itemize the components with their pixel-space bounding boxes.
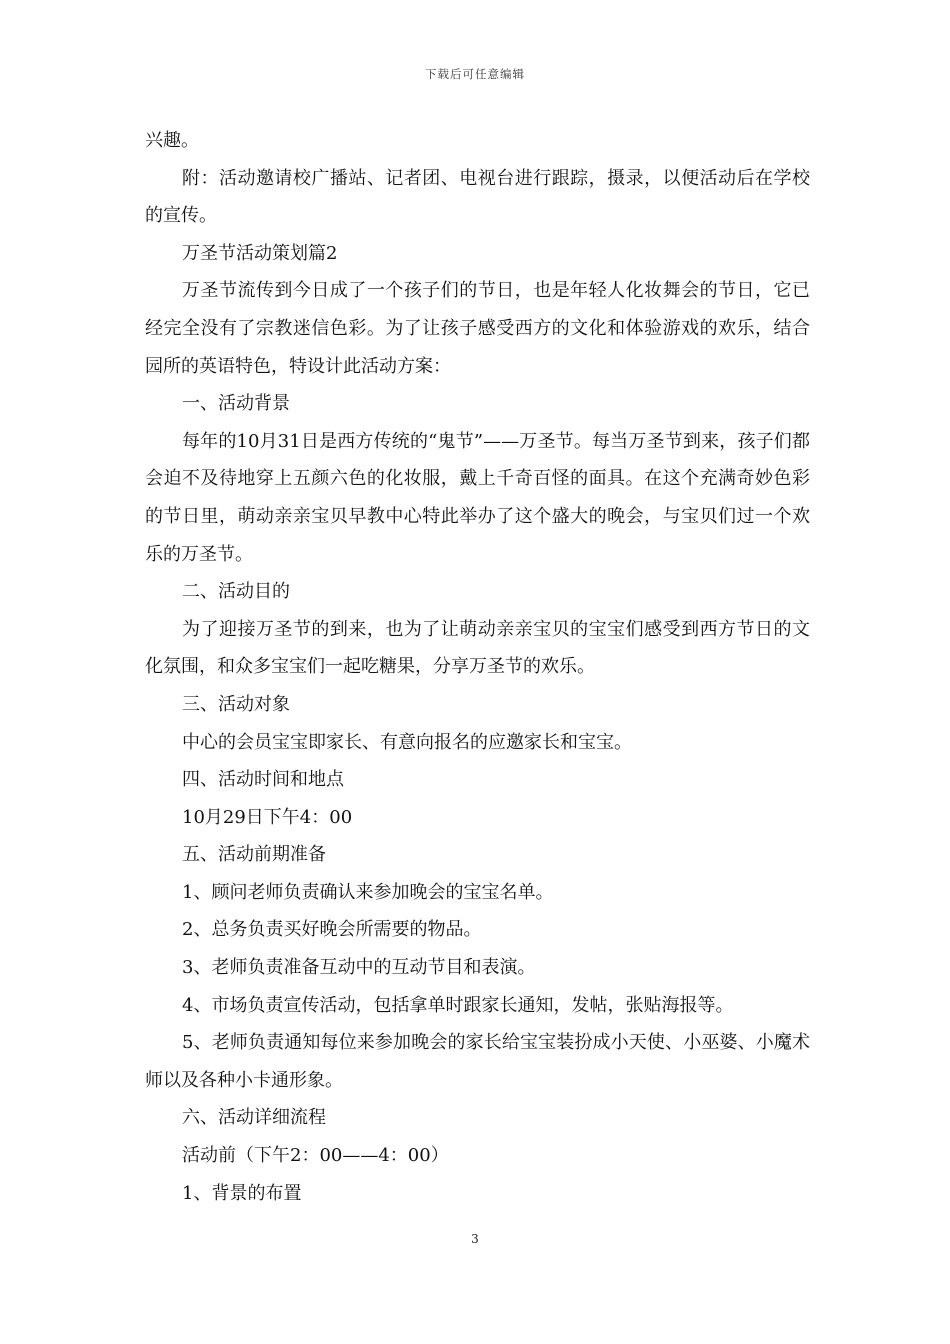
section-heading: 四、活动时间和地点	[182, 769, 344, 791]
section-heading: 六、活动详细流程	[182, 1107, 326, 1129]
list-item: 2、总务负责买好晚会所需要的物品。	[182, 919, 482, 941]
list-item: 1、背景的布置	[182, 1182, 302, 1204]
section-heading: 五、活动前期准备	[182, 844, 326, 866]
paragraph: 为了迎接万圣节的到来，也为了让萌动亲亲宝贝的宝宝们感受到西方节日的文化氛围，和众多宝宝们一起吃糖果，分享万圣节的欢乐。	[145, 618, 810, 678]
list-item: 1、顾问老师负责确认来参加晚会的宝宝名单。	[182, 881, 554, 903]
page-header: 下载后可任意编辑	[425, 67, 525, 81]
list-item: 5、老师负责通知每位来参加晚会的家长给宝宝装扮成小天使、小巫婆、小魔术师以及各种小卡通形象。	[145, 1032, 810, 1091]
paragraph: 万圣节流传到今日成了一个孩子们的节日，也是年轻人化妆舞会的节日，它已经完全没有了宗教迷信色彩。为了让孩子感受西方的文化和体验游戏的欢乐，结合园所的英语特色，特设计此活动方案：	[145, 280, 810, 377]
paragraph: 每年的10月31日是西方传统的“鬼节”——万圣节。每当万圣节到来，孩子们都会迫不及待地穿上五颜六色的化妆服，戴上千奇百怪的面具。在这个充满奇妙色彩的节日里，萌动亲亲宝贝早教中心特此举办了这个盛大的晚会，与宝贝们过一个欢乐的万圣节。	[145, 430, 810, 565]
paragraph: 兴趣。	[145, 130, 199, 151]
section-heading: 三、活动对象	[182, 693, 290, 715]
paragraph: 活动前（下午2：00——4：00）	[182, 1145, 449, 1167]
section-heading: 二、活动目的	[182, 581, 290, 603]
section-title: 万圣节活动策划篇2	[182, 242, 338, 264]
paragraph: 10月29日下午4：00	[182, 806, 353, 828]
document-body	[145, 122, 810, 1212]
page-number: 3	[471, 1232, 479, 1246]
list-item: 3、老师负责准备互动中的互动节目和表演。	[182, 957, 536, 979]
section-heading: 一、活动背景	[182, 393, 290, 415]
paragraph: 附：活动邀请校广播站、记者团、电视台进行跟踪，摄录，以便活动后在学校的宣传。	[145, 167, 810, 227]
list-item: 4、市场负责宣传活动，包括拿单时跟家长通知，发帖，张贴海报等。	[182, 994, 734, 1016]
paragraph: 中心的会员宝宝即家长、有意向报名的应邀家长和宝宝。	[182, 731, 632, 753]
